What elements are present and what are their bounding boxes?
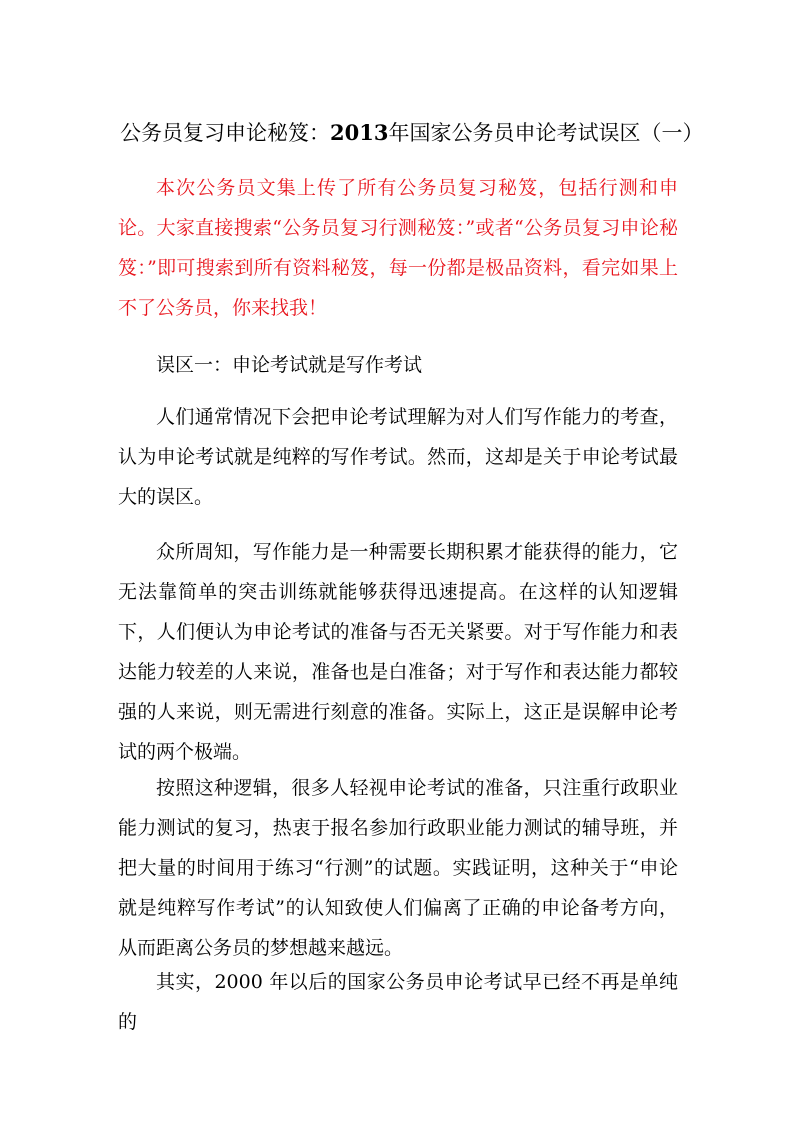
notice-paragraph: 本次公务员文集上传了所有公务员复习秘笈，包括行测和申论。大家直接搜索“公务员复习行测秘笈：”或者“公务员复习申论秘笈：”即可搜索到所有资料秘笈，每一份都是极品资料，看完如果上不了公务员，你来找我！ — [118, 177, 678, 319]
document-title — [120, 118, 704, 148]
title-suffix: 年国家公务员申论考试误区（一） — [388, 121, 704, 145]
section-heading: 误区一：申论考试就是写作考试 — [156, 354, 423, 376]
body-paragraph: 按照这种逻辑，很多人轻视申论考试的准备，只注重行政职业能力测试的复习，热衷于报名参加行政职业能力测试的辅导班，并把大量的时间用于练习“行测”的试题。实践证明，这种关于“申论就是纯粹写作考试”的认知致使人们偏离了正确的申论备考方向，从而距离公务员的梦想越来越远。 — [118, 777, 678, 959]
body-paragraph: 人们通常情况下会把申论考试理解为对人们写作能力的考查，认为申论考试就是纯粹的写作考试。然而，这却是关于申论考试最大的误区。 — [118, 406, 678, 508]
body-paragraph: 其实，2000 年以后的国家公务员申论考试早已经不再是单纯的 — [118, 971, 678, 1033]
title-year: 2013 — [330, 120, 389, 145]
body-paragraph: 众所周知，写作能力是一种需要长期积累才能获得的能力，它无法靠简单的突击训练就能够获得迅速提高。在这样的认知逻辑下，人们便认为申论考试的准备与否无关紧要。对于写作能力和表达能力较差的人来说，准备也是白准备；对于写作和表达能力都较强的人来说，则无需进行刻意的准备。实际上，这正是误解申论考试的两个极端。 — [118, 541, 678, 763]
title-prefix: 公务员复习申论秘笈： — [120, 121, 330, 145]
